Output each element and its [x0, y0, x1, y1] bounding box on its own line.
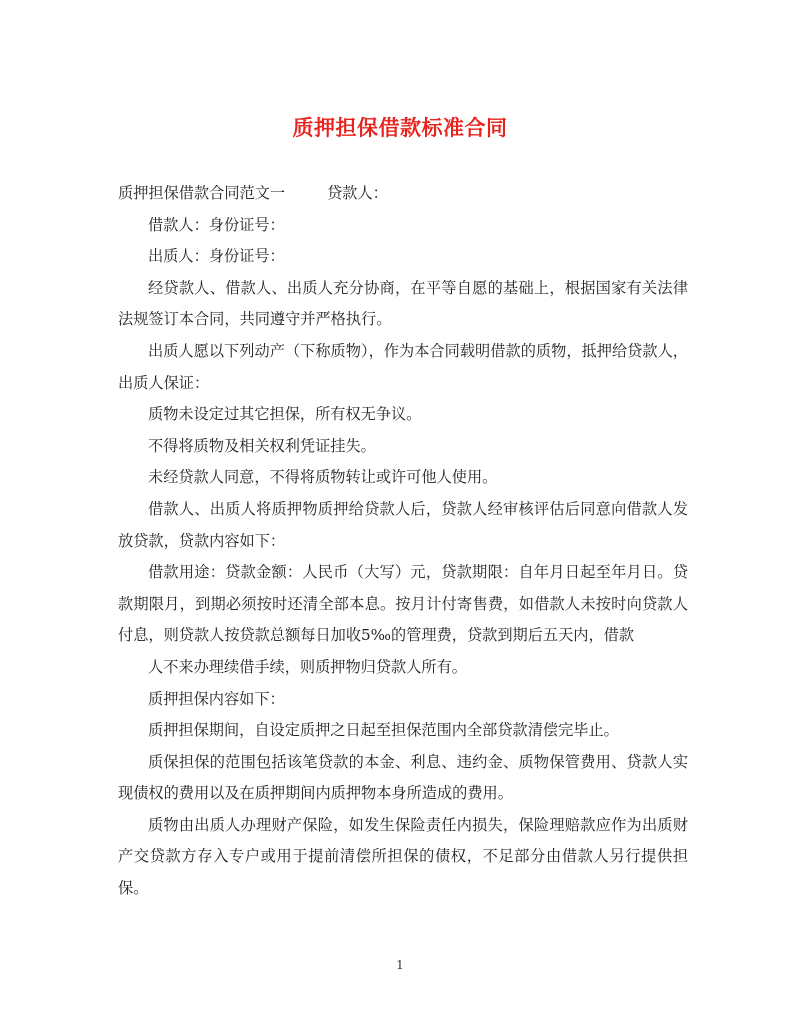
paragraph-guarantee-3: 未经贷款人同意，不得将质物转让或许可他人使用。	[148, 468, 498, 487]
paragraph-pledge-period: 质押担保期间，自设定质押之日起至担保范围内全部贷款清偿完毕止。	[148, 721, 619, 740]
lender-label: 贷款人：	[327, 184, 388, 202]
paragraph-insurance: 质物由出质人办理财产保险，如发生保险责任内损失，保险理赔款应作为出质财产交贷款方存入专户或用于提前清偿所担保的债权，不足部分由借款人另行提供担保。	[118, 815, 688, 898]
paragraph-loan-terms: 借款用途：贷款金额：人民币（大写）元，贷款期限：自年月日起至年月日。贷款期限月，到期必须按时还清全部本息。按月计付寄售费，如借款人未按时向贷款人付息，则贷款人按贷款总额每日加收5‰的管理费，贷款到期后五天内，借款	[118, 563, 688, 645]
paragraph-pledge-goods: 出质人愿以下列动产（下称质物），作为本合同载明借款的质物，抵押给贷款人，出质人保证：	[118, 341, 688, 392]
paragraph-pledge-scope: 质保担保的范围包括该笔贷款的本金、利息、违约金、质物保管费用、贷款人实现债权的费用以及在质押期间内质押物本身所造成的费用。	[118, 752, 688, 803]
page-number: 1	[396, 958, 404, 972]
paragraph-loan-issue: 借款人、出质人将质押物质押给贷款人后，贷款人经审核评估后同意向借款人发放贷款，贷款内容如下：	[118, 499, 688, 550]
paragraph-borrower: 借款人：身份证号：	[148, 215, 285, 234]
paragraph-preamble: 经贷款人、借款人、出质人充分协商，在平等自愿的基础上，根据国家有关法律法规签订本合同，共同遵守并严格执行。	[118, 278, 688, 329]
document-title: 质押担保借款标准合同	[292, 115, 508, 140]
paragraph-renewal: 人不来办理续借手续，则质押物归贷款人所有。	[148, 657, 467, 676]
paragraph-opening	[118, 178, 688, 210]
document-body	[118, 178, 688, 905]
paragraph-guarantee-1: 质物未设定过其它担保，所有权无争议。	[148, 405, 422, 424]
document-subtitle: 质押担保借款合同范文一	[118, 184, 286, 202]
paragraph-guarantee-2: 不得将质物及相关权利凭证挂失。	[148, 436, 376, 455]
paragraph-pledgor: 出质人：身份证号：	[148, 247, 285, 266]
paragraph-pledge-content: 质押担保内容如下：	[148, 689, 285, 708]
